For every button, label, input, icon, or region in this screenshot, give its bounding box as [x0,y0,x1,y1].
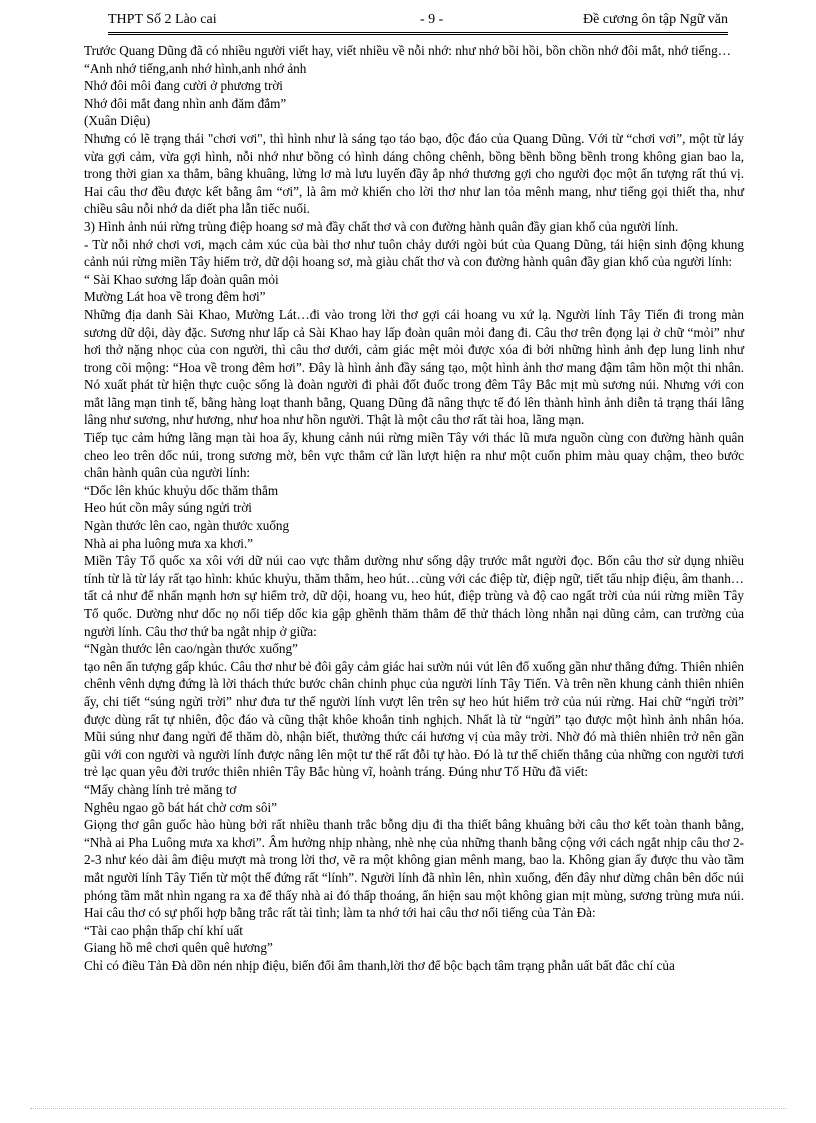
verse-line: Giang hồ mê chơi quên quê hương” [84,940,273,956]
header-school: THPT Số 2 Lào cai [108,12,217,27]
verse-line: Heo hút cồn mây súng ngửi trời [84,500,252,516]
page-number: - 9 - [420,12,444,27]
verse-line: “Tài cao phận thấp chí khí uất [84,922,243,938]
page-bottom-border [30,1108,786,1109]
paragraph: Tiếp tục cảm hứng lãng mạn tài hoa ấy, khung cảnh núi rừng miền Tây với thác lũ mưa nguồn cùng con đường hành quân cheo leo trên dốc núi, trong sương mờ, bên vực thẳm cứ lần lượt hiện ra như một cuốn phim màu quay chậm, theo bước chân hành quân của người lính: [84,430,744,481]
paragraph: tạo nên ấn tượng gấp khúc. Câu thơ như bẻ đôi gây cảm giác hai sườn núi vút lên đổ xuống gần như thẳng đứng. Thiên nhiên chênh vênh dựng đứng là lời thách thức bước chân chinh phục của người lính Tây Tiến. Và trên nền khung cảnh thiên nhiên ấy, chi tiết “súng ngửi trời” như đưa tư thế người lính vượt lên trên sự heo hút hiểm trở của núi rừng. Hai chữ “ngửi trời” được dùng rất tự nhiên, độc đáo và cũng thật khôe khoắn tinh nghịch. Nhất là từ “ngửi” tạo được một hình ảnh nhân hóa. Mũi súng như đang ngửi để thăm dò, nhận biết, thưởng thức cái hương vị của mây trời. Nhờ đó mà thiên nhiên trở nên gần gũi với con người và người lính được nâng lên một tư thế rất đỗi tự hào. Đó là tư thế chiến thắng của những con người tươi trẻ lạc quan yêu đời trước thiên nhiên Tây Bắc hùng vĩ, hoành tráng. Đúng như Tố Hữu đã viết: [84,658,744,780]
paragraph: 3) Hình ảnh núi rừng trùng điệp hoang sơ mà đầy chất thơ và con đường hành quân đầy gian khổ của người lính. [84,218,679,234]
page-header [108,10,728,33]
verse-line: Ngàn thước lên cao, ngàn thước xuống [84,518,290,534]
verse-line: Mường Lát hoa về trong đêm hơi” [84,289,266,305]
verse-line: Nghêu ngao gõ bát hát chờ cơm sôi” [84,799,278,815]
paragraph: Trước Quang Dũng đã có nhiều người viết hay, viết nhiều về nỗi nhớ: như nhớ bồi hồi, bồn chồn nhớ đôi mắt, nhớ tiếng… [84,43,731,58]
verse-line: “ Sài Khao sương lấp đoàn quân mỏi [84,271,279,287]
paragraph: Miền Tây Tổ quốc xa xôi với dữ núi cao vực thẳm dường như sống dậy trước mắt người đọc. Bốn câu thơ sử dụng nhiều tính từ là từ láy rất tạo hình: khúc khuỷu, thăm thẳm, heo hút…cùng với các điệp từ, điệp ngữ, tiết tấu nhịp điệu, âm thanh…tất cả như để nhấn mạnh hơn sự hiểm trở, dữ dội, hoang vu, heo hút, điệp trùng và độ cao ngất trời của núi rừng miền Tây Tổ quốc. Dường như dốc nọ nối tiếp dốc kia gập ghềnh thăm thẳm để thử thách lòng nhẫn nại dũng cảm, can trường của người lính. Câu thơ thứ ba ngắt nhịp ở giữa: [84,553,744,639]
verse-line: Nhà ai pha luông mưa xa khơi.” [84,535,254,551]
paragraph: Nhưng có lẽ trạng thái "chơi vơi", thì hình như là sáng tạo táo bạo, độc đáo của Quang Dũng. Với từ “chơi vơi”, một từ láy vừa gợi cảm, vừa gợi hình, nỗi nhớ như bồng có hình dáng chông chênh, bồng bềnh bồng bềnh trong không gian bao la, trong thời gian xa thẳm, bâng khuâng, lửng lơ mà lưu luyến đầy ắp nhớ thương gợi cho người đọc một ấn tượng rất thú vị. Hai câu thơ đều được kết bằng âm “ơi”, là âm mở khiến cho lời thơ như lan tỏa mênh mang, như tiếng gọi thiết tha, như chiều sâu nỗi nhớ da diết pha lẫn tiếc nuối. [84,130,744,217]
verse-line: “Ngàn thước lên cao/ngàn thước xuống” [84,641,298,657]
verse-line: “Mấy chàng lính trẻ măng tơ [84,781,237,797]
document-body [84,42,744,974]
paragraph: Chỉ có điều Tản Đà dồn nén nhịp điệu, biến đổi âm thanh,lời thơ để bộc bạch tâm trạng phẫn uất bất đắc chí của [84,957,675,973]
paragraph: Giọng thơ gân guốc hào hùng bởi rất nhiều thanh trắc bỗng dịu đi tha thiết bâng khuâng bởi câu thơ kết toàn thanh bằng, “Nhà ai Pha Luông mưa xa khơi”. Âm hưởng nhịp nhàng, nhè nhẹ của những thanh bằng cộng với cách ngắt nhịp câu thơ 2-2-3 như kéo dài âm điệu mượt mà trong lời thơ, vẽ ra một không gian mênh mang, bao la. Không gian ấy được thu vào tầm mắt người lính Tây Tiến từ một thế đứng rất “lính”. Người lính đã nhìn lên, nhìn xuống, đến đây như dừng chân bên dốc núi phóng tầm mắt nhìn ngang ra xa để thấy nhà ai đó thấp thoáng, ẩn hiện sau một không gian mịt mùng, sương trùng mưa núi. Hai câu thơ có sự phối hợp bằng trắc rất tài tình; làm ta nhớ tới hai câu thơ nổi tiếng của Tản Đà: [84,817,744,921]
verse-line: “Dốc lên khúc khuỷu dốc thăm thẳm [84,482,279,498]
header-title: Đề cương ôn tập Ngữ văn [582,12,728,27]
verse-line: Nhớ đôi môi đang cười ở phương trời [84,78,283,94]
paragraph: Những địa danh Sài Khao, Mường Lát…đi vào trong lời thơ gợi cái hoang vu xứ lạ. Người lính Tây Tiến đi trong màn sương dữ dội, dày đặc. Sương như lấp cả Sài Khao hay lấp đoàn quân mỏi đang đi. Câu thơ trên đọng lại ở chữ “mỏi” như hơi thở nặng nhọc của con người, thì câu thơ dưới, cảm giác mệt mỏi được xóa đi bởi những hình ảnh đẹp lung linh như trong cõi mộng: “Hoa về trong đêm hơi”. Đây là hình ảnh đầy sáng tạo, một hình ảnh thơ mang đậm tâm hồn một thi nhân. Nó xuất phát từ hiện thực cuộc sống là đoàn người đi phải đốt đuốc trong đêm Tây Bắc mịt mù sương núi. Nhưng với con mắt lãng mạn tinh tế, bằng hàng loạt thanh bằng, Quang Dũng đã nâng thực tế đó lên thành hình ảnh diễn tả trạng thái lâng lâng như sương, như hương, như hoa như hồn người. Thật là một câu thơ rất tài hoa, lãng mạn. [84,306,744,428]
paragraph: - Từ nỗi nhớ chơi vơi, mạch cảm xúc của bài thơ như tuôn chảy dưới ngòi bút của Quang Dũng, tái hiện sinh động khung cảnh núi rừng miền Tây hiểm trở, dữ dội hoang sơ, mà giàu chất thơ và con đường hành quân đầy gian khổ của người lính: [84,236,744,270]
header-double-rule [108,34,728,35]
verse-line: Nhớ đôi mắt đang nhìn anh đăm đắm” [84,95,287,111]
verse-line: “Anh nhớ tiếng,anh nhớ hình,anh nhớ ảnh [84,60,307,76]
verse-line: (Xuân Diệu) [84,113,151,129]
